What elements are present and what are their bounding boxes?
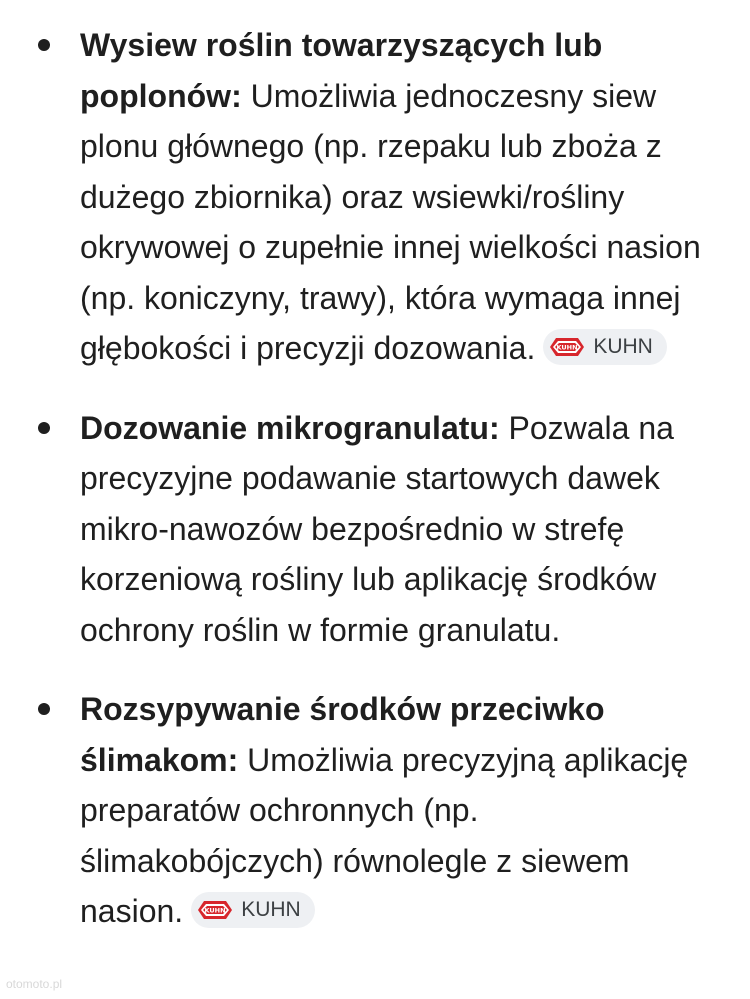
item-text: Umożliwia precyzyjną aplikację preparatów ochronnych (np. ślimakobójczych) równolegle z siewem nasion. — [80, 741, 689, 929]
bullet-icon — [38, 703, 50, 715]
bullet-icon — [38, 39, 50, 51]
kuhn-logo-text: KUHN — [204, 906, 226, 915]
item-term: Wysiew roślin towarzyszących lub poplonów: — [80, 27, 603, 114]
source-chip-label: KUHN — [593, 334, 653, 358]
list-item — [0, 20, 750, 374]
item-text: Umożliwia jednoczesny siew plonu głównego (np. rzepaku lub zboża z dużego zbiornika) oraz wsiewki/rośliny okrywowej o zupełnie innej wielkości nasion (np. koniczyny, trawy), która wymaga innej głębokości i precyzji dozowania. — [80, 77, 701, 366]
source-chip-label: KUHN — [241, 897, 301, 921]
item-term: Dozowanie mikrogranulatu: — [80, 409, 500, 446]
watermark: otomoto.pl — [6, 977, 63, 991]
list-item — [0, 403, 750, 656]
item-term: Rozsypywanie środków przeciwko ślimakom: — [80, 691, 605, 778]
kuhn-logo-icon — [549, 334, 585, 360]
feature-list — [0, 20, 750, 966]
list-item — [0, 684, 750, 937]
kuhn-logo-text: KUHN — [556, 343, 578, 352]
bullet-icon — [38, 422, 50, 434]
source-chip-kuhn[interactable] — [543, 329, 667, 365]
kuhn-logo-icon — [197, 897, 233, 923]
item-text: Pozwala na precyzyjne podawanie startowych dawek mikro-nawozów bezpośrednio w strefę korzeniową rośliny lub aplikację środków ochrony roślin w formie granulatu. — [80, 409, 674, 648]
source-chip-kuhn[interactable] — [191, 892, 315, 928]
